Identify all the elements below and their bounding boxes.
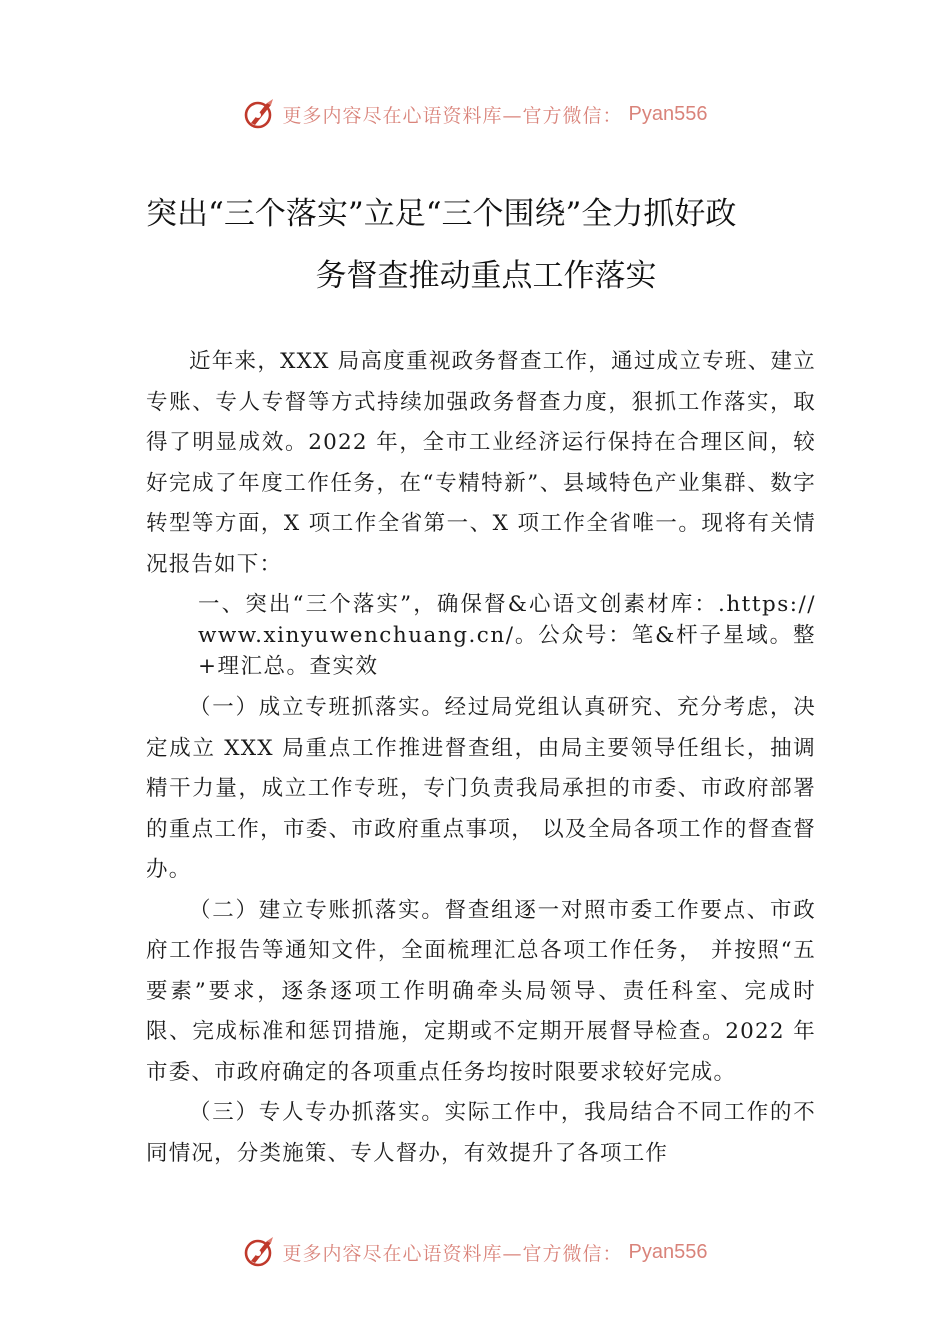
title-line-1: 突出“三个落实”立足“三个围绕”全力抓好政 xyxy=(146,196,737,232)
watermark-wechat-id: Pyan556 xyxy=(628,1240,708,1263)
document-body xyxy=(146,342,816,1174)
watermark-text: 更多内容尽在心语资料库—官方微信： xyxy=(282,1242,623,1265)
quill-logo-icon xyxy=(243,97,277,131)
paragraph-2: （二）建立专账抓落实。督查组逐一对照市委工作要点、市政府工作报告等通知文件，全面梳理汇总各项工作任务， 并按照“五要素”要求，逐条逐项工作明确牵头局领导、责任科室、完成时限、完成标准和惩罚措施，定期或不定期开展督导检查。2022 年市委、市政府确定的各项重点任务均按时限要求较好完成。 xyxy=(146,897,816,1085)
watermark-text: 更多内容尽在心语资料库—官方微信： xyxy=(282,104,623,127)
watermark-banner-top xyxy=(0,94,950,134)
intro-paragraph: 近年来，XXX 局高度重视政务督查工作，通过成立专班、建立专账、专人专督等方式持续加强政务督查力度，狠抓工作落实，取得了明显成效。2022 年，全市工业经济运行保持在合理区间，较好完成了年度工作任务，在“专精特新”、县域特色产业集群、数字转型等方面，X 项工作全省第一、X 项工作全省唯一。现将有关情况报告如下： xyxy=(146,349,816,577)
watermark-wechat-id: Pyan556 xyxy=(628,102,708,125)
quill-logo-icon xyxy=(243,1235,277,1269)
section-heading-1: 一、突出“三个落实”，确保督&心语文创素材库：.https://www.xinyuwenchuang.cn/。公众号：笔&杆子星域。整+理汇总。查实效 xyxy=(198,592,816,679)
document-title xyxy=(146,183,806,307)
paragraph-3: （三）专人专办抓落实。实际工作中，我局结合不同工作的不同情况，分类施策、专人督办，有效提升了各项工作 xyxy=(146,1100,816,1166)
paragraph-1: （一）成立专班抓落实。经过局党组认真研究、充分考虑，决定成立 XXX 局重点工作推进督查组，由局主要领导任组长，抽调精干力量，成立工作专班，专门负责我局承担的市委、市政府部署的重点工作，市委、市政府重点事项， 以及全局各项工作的督查督办。 xyxy=(146,695,816,882)
title-line-2: 务督查推动重点工作落实 xyxy=(315,258,657,294)
watermark-banner-bottom xyxy=(0,1232,950,1272)
